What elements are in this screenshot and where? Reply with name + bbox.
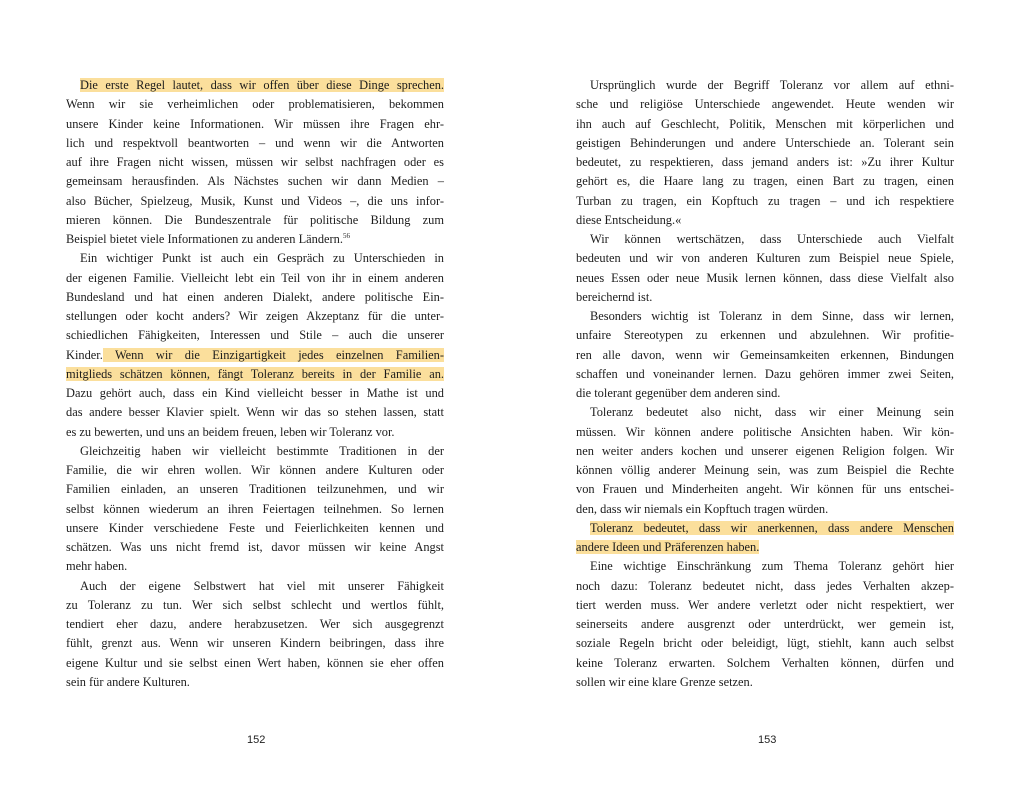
text-line xyxy=(576,673,954,692)
highlighted-text: Die erste Regel lautet, dass wir offen über diese Dinge sprechen. xyxy=(80,78,444,92)
text-line xyxy=(66,557,444,576)
text-line xyxy=(66,134,444,153)
text-line xyxy=(66,115,444,134)
text-segment: gemeinsam herausfinden. Als Nächstes suchen wir dann Medien – xyxy=(66,174,444,189)
text-segment: Wir können wertschätzen, dass Unterschiede auch Vielfalt xyxy=(590,232,954,246)
text-segment: schätzen. Was uns nicht fremd ist, davor müssen wir keine Angst xyxy=(66,540,444,554)
text-segment: soziale Regeln bricht oder beleidigt, lügt, stiehlt, kann auch selbst xyxy=(576,636,954,651)
text-line xyxy=(576,288,954,307)
text-line xyxy=(66,634,444,653)
text-line xyxy=(66,500,444,519)
text-line xyxy=(576,634,954,653)
text-line xyxy=(66,654,444,673)
text-segment: noch dazu: Toleranz bedeutet nicht, dass jedes Verhalten akzep- xyxy=(576,578,954,593)
text-segment: auf ihre Fragen nicht wissen, müssen wir selbst nachfragen oder es xyxy=(66,155,444,169)
text-line xyxy=(576,480,954,499)
text-segment: Familien einladen, an unseren Traditionen teilzunehmen, und wir xyxy=(66,482,444,497)
text-segment: die tolerant gegenüber dem anderen sind. xyxy=(576,386,781,400)
text-line xyxy=(576,461,954,480)
text-line xyxy=(576,500,954,519)
text-segment: von Frauen und Minderheiten angeht. Wir können für uns entschei- xyxy=(576,482,954,497)
text-line xyxy=(66,153,444,172)
text-segment: Wenn wir sie verheimlichen oder problematisieren, bekommen xyxy=(66,97,444,112)
text-segment: bedeutet, zu respektieren, dass jemand anders ist: »Zu ihrer Kultur xyxy=(576,155,954,169)
text-line xyxy=(576,615,954,634)
text-segment: Turban zu tragen, ein Kopftuch zu tragen – und ich respektiere xyxy=(576,193,954,208)
text-segment: Dazu gehört auch, dass ein Kind vielleicht besser in Mathe ist und xyxy=(66,386,444,400)
text-line xyxy=(66,596,444,615)
text-line xyxy=(66,211,444,230)
text-line xyxy=(576,269,954,288)
text-line xyxy=(576,211,954,230)
text-segment: Beispiel bietet viele Informationen zu anderen Ländern. xyxy=(66,232,343,246)
text-line xyxy=(576,557,954,576)
text-segment: unsere Kinder keine Informationen. Wir müssen ihre Fragen ehr- xyxy=(66,116,444,131)
text-segment: können völlig anderer Meinung sein, was zum Beispiel die Rechte xyxy=(576,463,954,477)
text-segment: Ursprünglich wurde der Begriff Toleranz vor allem auf ethni- xyxy=(590,78,954,92)
left-page-text xyxy=(66,76,444,692)
text-line xyxy=(66,480,444,499)
text-segment: Toleranz bedeutet also nicht, dass wir einer Meinung sein xyxy=(590,405,954,420)
text-line xyxy=(576,307,954,326)
text-line xyxy=(66,442,444,461)
text-segment: mieren können. Die Bundeszentrale für politische Bildung zum xyxy=(66,212,444,227)
text-segment: sollen wir eine klare Grenze setzen. xyxy=(576,674,753,689)
text-segment: ihn auch auf Geschlecht, Politik, Menschen mit körperlichen und xyxy=(576,116,954,131)
text-line xyxy=(576,153,954,172)
text-line xyxy=(66,365,444,384)
text-segment: Gleichzeitig haben wir vielleicht bestimmte Traditionen in der xyxy=(80,443,444,458)
highlighted-text: mitglieds schätzen können, fängt Toleranz bereits in der Familie an. xyxy=(66,366,444,381)
text-line xyxy=(66,538,444,557)
text-segment: ren alle davon, wenn wir Gemeinsamkeiten erkennen, Bindungen xyxy=(576,347,954,362)
text-segment: selbst können wiederum an ihren Feiertagen teilnehmen. So lernen xyxy=(66,501,444,516)
text-line xyxy=(576,134,954,153)
text-segment: unsere Kinder verschiedene Feste und Feierlichkeiten kennen und xyxy=(66,520,444,535)
text-line xyxy=(576,365,954,384)
text-segment: Besonders wichtig ist Toleranz in dem Sinne, dass wir lernen, xyxy=(590,309,954,323)
right-page-text xyxy=(576,76,954,692)
text-segment: gehört es, die Haare lang zu tragen, einen Bart zu tragen, einen xyxy=(576,174,954,189)
text-segment: nen weiter anders kochen und unserer eigenen Religion folgen. Wir xyxy=(576,443,954,458)
text-line xyxy=(66,95,444,114)
text-segment: müssen. Wir können andere politische Ansichten haben. Wir kön- xyxy=(576,424,954,439)
text-line xyxy=(576,115,954,134)
text-segment: Eine wichtige Einschränkung zum Thema Toleranz gehört hier xyxy=(590,559,954,574)
text-segment: lich und respektvoll beantworten – und wenn wir die Antworten xyxy=(66,135,444,150)
text-segment: keine Toleranz erwarten. Solchem Verhalten können, dürfen und xyxy=(576,655,954,670)
text-segment: sein für andere Kulturen. xyxy=(66,674,190,689)
text-line xyxy=(66,230,444,249)
text-segment: der eigenen Familie. Vielleicht lebt ein Teil von ihr in einem anderen xyxy=(66,270,444,285)
text-segment: sche und religiöse Unterschiede angewendet. Heute wenden wir xyxy=(576,97,954,112)
text-segment: bedeuten und wir von anderen Kulturen zum Beispiel neue Spiele, xyxy=(576,251,954,266)
text-line xyxy=(576,596,954,615)
right-page-number: 153 xyxy=(758,734,777,746)
text-line xyxy=(576,403,954,422)
highlighted-text: andere Ideen und Präferenzen haben. xyxy=(576,540,760,554)
text-segment: schiedlichen Fähigkeiten, Interessen und Stile – auch die unserer xyxy=(66,328,444,343)
text-segment: Kinder. xyxy=(66,347,103,362)
text-line xyxy=(576,76,954,95)
text-segment: schaffen und voneinander lernen. Dazu gehören immer zwei Seiten, xyxy=(576,366,954,381)
text-segment: es zu bewerten, und uns an beidem freuen, leben wir Toleranz vor. xyxy=(66,424,395,439)
text-line xyxy=(66,76,444,95)
text-line xyxy=(576,538,954,557)
text-segment: Auch der eigene Selbstwert hat viel mit unserer Fähigkeit xyxy=(80,578,444,593)
text-segment: eigene Kultur und sie selbst einen Wert haben, können sie eher offen xyxy=(66,655,444,670)
text-segment: Familie, die wir ehren wollen. Wir können andere Kulturen oder xyxy=(66,463,444,477)
highlighted-text: Toleranz bedeutet, dass wir anerkennen, dass andere Menschen xyxy=(590,520,954,535)
text-line xyxy=(66,172,444,191)
text-segment: seinerseits andere ausgrenzt oder unterdrückt, wer gemein ist, xyxy=(576,617,954,631)
text-line xyxy=(66,403,444,422)
text-line xyxy=(576,384,954,403)
text-segment: diese Entscheidung.« xyxy=(576,212,682,227)
text-segment: unfaire Stereotypen zu erkennen und abzulehnen. Wir profitie- xyxy=(576,328,954,343)
text-line xyxy=(66,673,444,692)
text-line xyxy=(576,442,954,461)
text-line xyxy=(576,192,954,211)
text-line xyxy=(66,288,444,307)
text-line xyxy=(66,384,444,403)
text-line xyxy=(66,461,444,480)
highlighted-text: Wenn wir die Einzigartigkeit jedes einzelnen Familien- xyxy=(102,347,444,362)
text-segment: Bundesland und hat einen anderen Dialekt, andere politische Ein- xyxy=(66,289,444,304)
text-line xyxy=(576,95,954,114)
text-line xyxy=(66,326,444,345)
text-line xyxy=(576,423,954,442)
text-segment: also Bücher, Spielzeug, Musik, Kunst und Videos –, die uns infor- xyxy=(66,193,444,208)
text-segment: fühlt, grenzt aus. Wenn wir unseren Kindern beibringen, dass ihre xyxy=(66,636,444,651)
text-segment: geistigen Behinderungen und andere Unterschiede an. Tolerant sein xyxy=(576,135,954,150)
text-line xyxy=(66,249,444,268)
footnote-ref: 56 xyxy=(342,232,350,240)
text-line xyxy=(66,519,444,538)
text-segment: tiert werden muss. Wer andere verletzt oder nicht respektiert, wer xyxy=(576,597,954,612)
text-line xyxy=(576,326,954,345)
text-segment: mehr haben. xyxy=(66,559,128,574)
text-line xyxy=(576,519,954,538)
text-segment: neues Essen oder neue Musik lernen können, dass diese Vielfalt also xyxy=(576,270,954,285)
text-line xyxy=(576,172,954,191)
text-line xyxy=(66,192,444,211)
text-line xyxy=(576,230,954,249)
left-page-number: 152 xyxy=(247,734,266,746)
text-segment: stellungen oder kocht anders? Wir zeigen Akzeptanz für die unter- xyxy=(66,309,444,323)
text-line xyxy=(66,307,444,326)
text-line xyxy=(576,249,954,268)
text-line xyxy=(66,269,444,288)
text-segment: bereichernd ist. xyxy=(576,289,653,304)
text-segment: das andere besser Klavier spielt. Wenn wir das so stehen lassen, statt xyxy=(66,405,444,420)
text-segment: den, dass wir niemals ein Kopftuch tragen würden. xyxy=(576,501,829,516)
text-segment: tendiert eher dazu, andere herabzusetzen. Wer sich ausgegrenzt xyxy=(66,617,444,631)
text-line xyxy=(66,423,444,442)
text-line xyxy=(66,577,444,596)
text-line xyxy=(576,654,954,673)
text-line xyxy=(66,346,444,365)
text-line xyxy=(576,577,954,596)
text-line xyxy=(66,615,444,634)
text-line xyxy=(576,346,954,365)
text-segment: zu Toleranz zu tun. Wer sich selbst schlecht und wertlos fühlt, xyxy=(66,597,444,612)
text-segment: Ein wichtiger Punkt ist auch ein Gespräch zu Unterschieden in xyxy=(80,251,444,266)
